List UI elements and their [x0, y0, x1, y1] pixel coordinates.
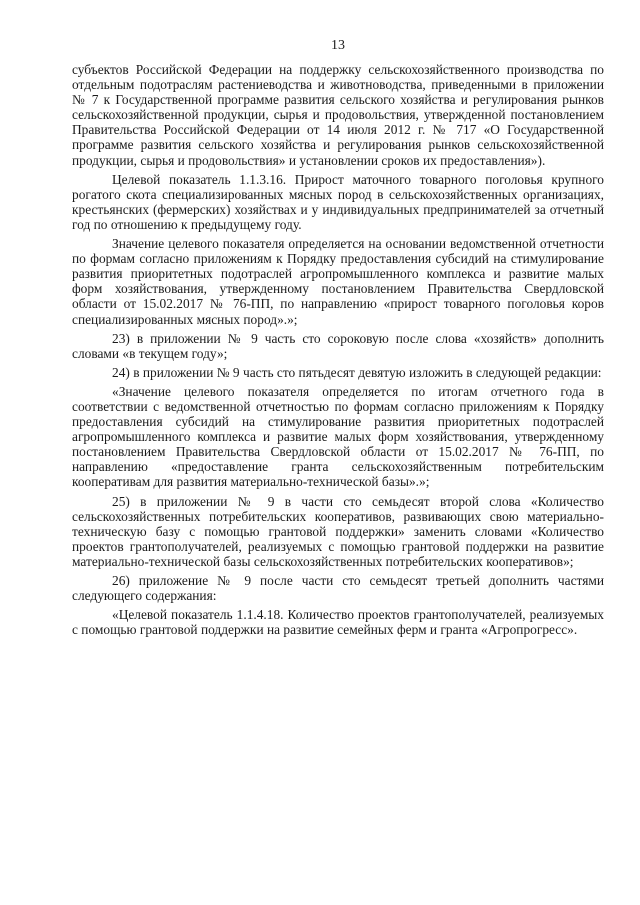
document-body — [72, 62, 604, 637]
paragraph-indicator-value-definition: Значение целевого показателя определяется на основании ведомственной отчетности по формам согласно приложениям к Порядку предоставления субсидий на стимулирование развития приоритетных подотраслей агропромышленного комплекса и развитие малых форм хозяйствования, утвержденному постановлением Правительства Свердловской области от 15.02.2017 № 76-ПП, по направлению «прирост товарного поголовья коров специализированных мясных пород».»; — [72, 236, 604, 327]
paragraph-target-indicator-1-1-3-16: Целевой показатель 1.1.3.16. Прирост маточного товарного поголовья крупного рогатого скота специализированных мясных пород в сельскохозяйственных организациях, крестьянских (фермерских) хозяйствах и у индивидуальных предпринимателей за отчетный год по отношению к предыдущему году. — [72, 171, 604, 232]
paragraph-target-indicator-1-1-4-18: «Целевой показатель 1.1.4.18. Количество проектов грантополучателей, реализуемых с помощью грантовой поддержки на развитие семейных ферм и гранта «Агропрогресс». — [72, 607, 604, 638]
paragraph-continuation: субъектов Российской Федерации на поддержку сельскохозяйственного производства по отдельным подотраслям растениеводства и животноводства, приведенными в приложении № 7 к Государственной программе развития сельского хозяйства и регулирования рынков сельскохозяйственной продукции, сырья и продовольствия, утвержденной постановлением Правительства Российской Федерации от 14 июля 2012 г. № 717 «О Государственной программе развития сельского хозяйства и регулирования рынков сельскохозяйственной продукции, сырья и продовольствия» и установлении сроков их предоставления»). — [72, 62, 604, 168]
paragraph-item-26: 26) приложение № 9 после части сто семьдесят третьей дополнить частями следующего содержания: — [72, 573, 604, 604]
page-number: 13 — [331, 38, 345, 53]
paragraph-item-24-new-wording: «Значение целевого показателя определяется по итогам отчетного года в соответствии с ведомственной отчетностью по формам согласно приложениям к Порядку предоставления субсидий на стимулирование развития приоритетных подотраслей агропромышленного комплекса и развитие малых форм хозяйствования, утвержденному постановлением Правительства Свердловской области от 15.02.2017 № 76-ПП, по направлению «предоставление гранта сельскохозяйственным потребительским кооперативам для развития материально-технической базы».»; — [72, 383, 604, 490]
paragraph-item-23: 23) в приложении № 9 часть сто сороковую после слова «хозяйств» дополнить словами «в текущем году»; — [72, 330, 604, 361]
paragraph-item-24: 24) в приложении № 9 часть сто пятьдесят девятую изложить в следующей редакции: — [112, 364, 602, 380]
paragraph-item-25: 25) в приложении № 9 в части сто семьдесят второй слова «Количество сельскохозяйственных потребительских кооперативов, развивающих свою материально-техническую базу с помощью грантовой поддержки» заменить словами «Количество проектов грантополучателей, реализуемых с помощью грантовой поддержки на развитие материально-технической базы сельскохозяйственных потребительских кооперативов»; — [72, 493, 604, 569]
